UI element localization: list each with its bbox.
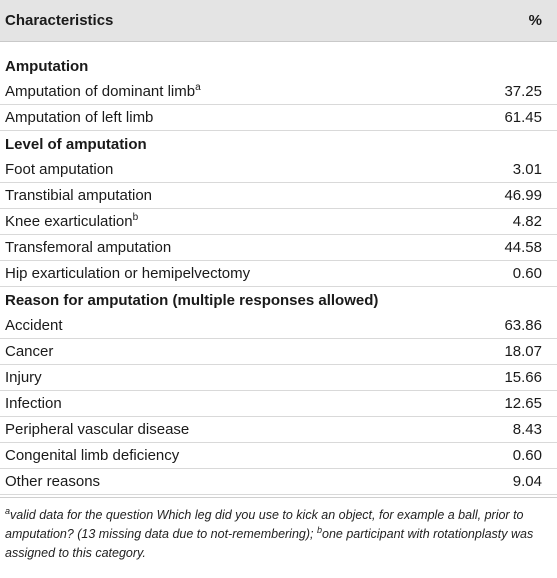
section-title: [0, 287, 557, 313]
table-row: [0, 79, 557, 105]
row-value: 18.07: [504, 343, 542, 360]
table-body: [0, 42, 557, 495]
row-label: Injury: [5, 369, 42, 386]
footnote-b-text: one participant with rotationplasty was assigned to this category.: [5, 527, 534, 560]
row-label: Congenital limb deficiency: [5, 447, 180, 464]
row-label: Cancer: [5, 343, 54, 360]
row-value: 12.65: [504, 395, 542, 412]
row-value: 15.66: [504, 369, 542, 386]
section-title-text: Amputation: [5, 57, 89, 75]
table-row: [0, 183, 557, 209]
row-label: Other reasons: [5, 473, 101, 490]
row-value: 0.60: [512, 265, 542, 282]
footnote-b-marker: b: [316, 524, 322, 535]
header-percent: %: [528, 12, 542, 29]
row-value: 9.04: [512, 473, 542, 490]
row-label: Foot amputation: [5, 161, 114, 178]
row-value: 63.86: [504, 317, 542, 334]
row-label: Transtibial amputation: [5, 187, 153, 204]
row-label: Accident: [5, 317, 63, 334]
row-label: Peripheral vascular disease: [5, 421, 190, 438]
row-value: 0.60: [512, 447, 542, 464]
table-row: [0, 365, 557, 391]
row-value: 3.01: [512, 161, 542, 178]
row-value: 4.82: [512, 213, 542, 230]
table-row: [0, 105, 557, 131]
row-value: 44.58: [504, 239, 542, 256]
row-value: 8.43: [512, 421, 542, 438]
header-characteristics: Characteristics: [5, 12, 114, 29]
row-label: Transfemoral amputation: [5, 239, 172, 256]
row-label: Amputation of left limb: [5, 109, 154, 126]
row-value: 37.25: [504, 83, 542, 100]
section-title-text: Reason for amputation (multiple responses allowed): [5, 291, 379, 309]
row-label: Amputation of dominant limb$^a$: [5, 82, 201, 100]
table-row: [0, 391, 557, 417]
section-title: [0, 131, 557, 157]
row-label: Hip exarticulation or hemipelvectomy: [5, 265, 251, 282]
table-header-row: [0, 0, 557, 42]
table-row: [0, 313, 557, 339]
table-row: [0, 261, 557, 287]
footnote-a-marker: a: [5, 505, 11, 516]
section-title-text: Level of amputation: [5, 135, 147, 153]
table-row: [0, 235, 557, 261]
row-value: 46.99: [504, 187, 542, 204]
footnote-marker: b: [132, 212, 139, 223]
table-footnote: [0, 498, 557, 563]
table-row: [0, 417, 557, 443]
footnote-marker: a: [195, 82, 201, 93]
row-label: Knee exarticulation$^b$: [5, 212, 139, 230]
table-row: [0, 157, 557, 183]
section-title: [0, 53, 557, 79]
table-row: [0, 209, 557, 235]
table-row: [0, 339, 557, 365]
table-row: [0, 443, 557, 469]
row-value: 61.45: [504, 109, 542, 126]
footnote-a-text: valid data for the question Which leg did you use to kick an object, for example a ball, prior to amputation? (13 missing data due to not-remembering);: [5, 508, 524, 541]
table-row: [0, 469, 557, 495]
row-label: Infection: [5, 395, 62, 412]
